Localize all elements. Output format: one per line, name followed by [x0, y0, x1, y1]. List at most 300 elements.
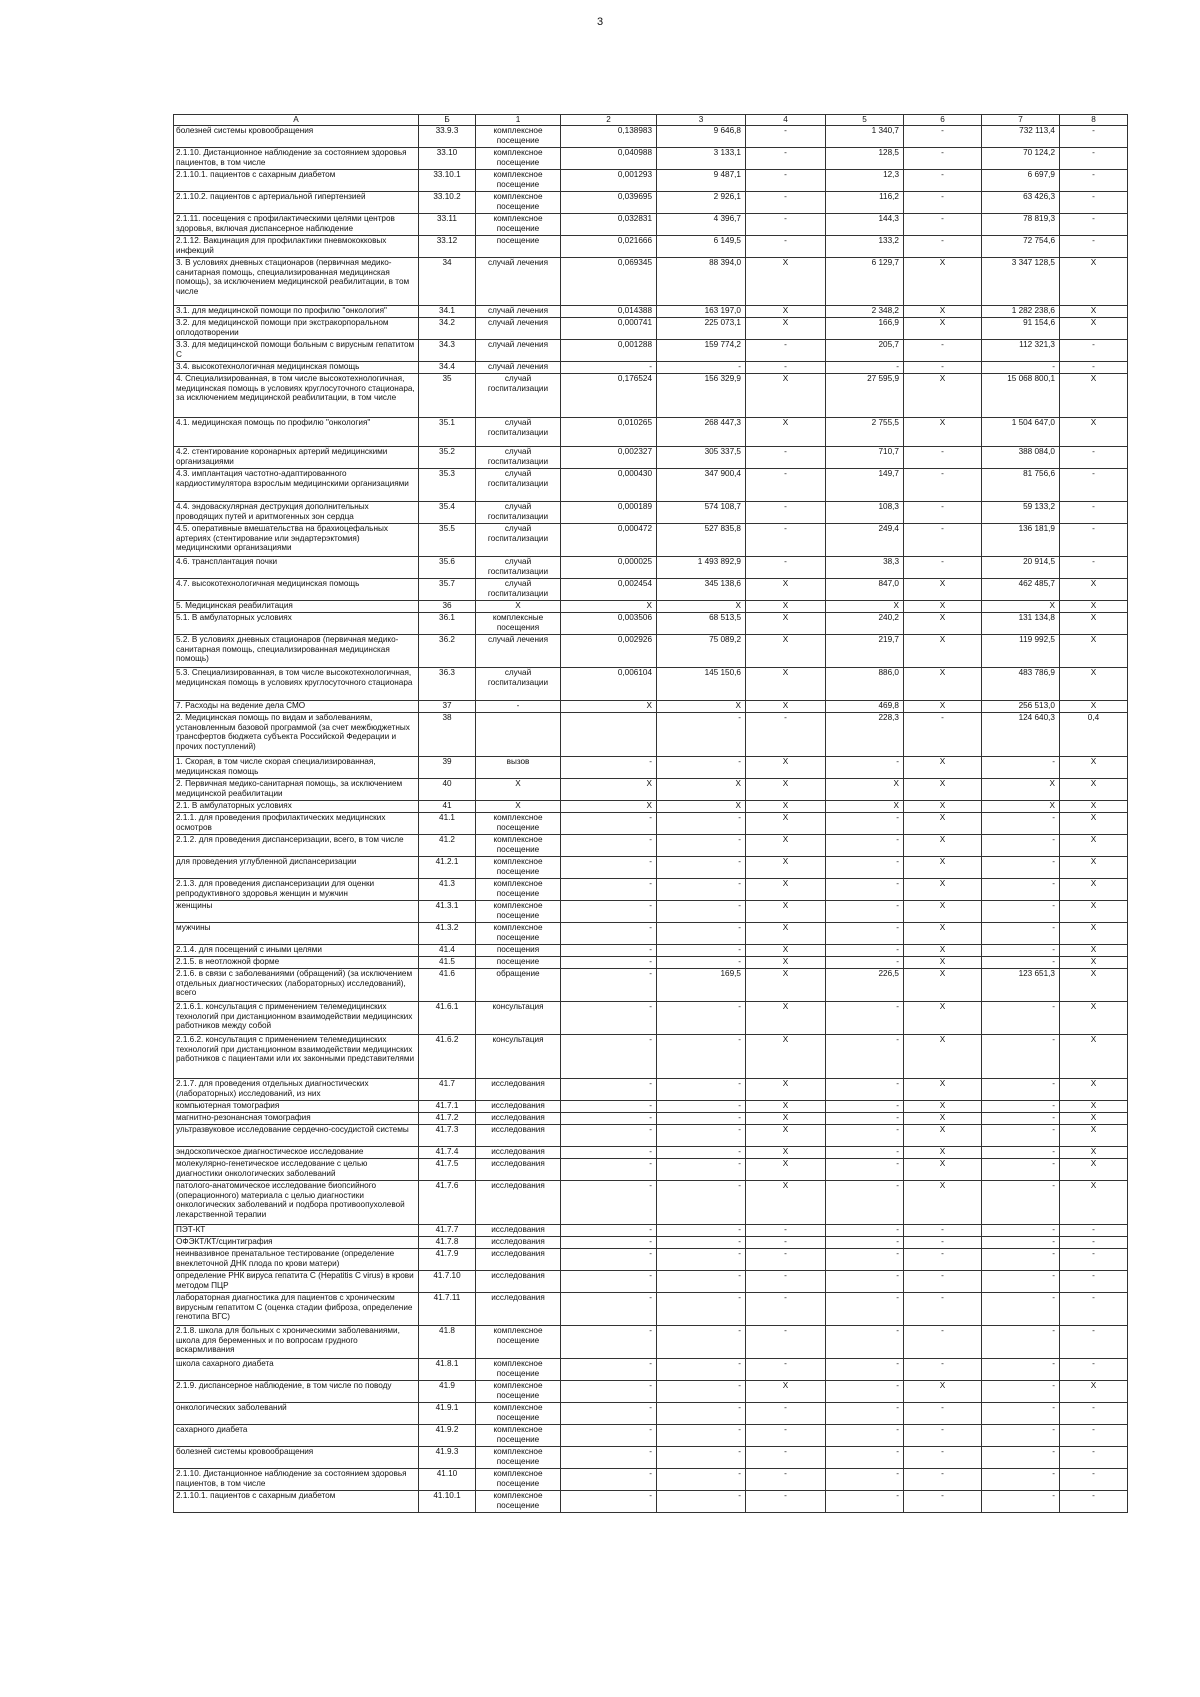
cell-cost-norm: 2 926,1 [657, 192, 746, 214]
table-row [174, 1293, 1128, 1326]
cell-unit: исследования [476, 1271, 561, 1293]
cell-total-oms: Х [982, 801, 1060, 813]
cell-unit: комплексное посещение [476, 192, 561, 214]
cell-volume-norm: - [561, 1293, 657, 1326]
cell-per-capita-oms: - [826, 1225, 904, 1237]
cell-row-label: 7. Расходы на ведение дела СМО [174, 701, 419, 713]
cell-cost-norm: - [657, 1469, 746, 1491]
cell-row-label: 2.1.1. для проведения профилактических медицинских осмотров [174, 813, 419, 835]
cell-per-capita-oms: - [826, 362, 904, 374]
cell-cost-norm: 68 513,5 [657, 613, 746, 635]
cell-row-label: 4.1. медицинская помощь по профилю "онкология" [174, 418, 419, 447]
cell-total-budget: Х [904, 1113, 982, 1125]
cell-total-oms: - [982, 813, 1060, 835]
cell-per-capita-oms: Х [826, 601, 904, 613]
table-row [174, 1225, 1128, 1237]
cell-total-oms: 81 756,6 [982, 469, 1060, 502]
cell-row-label: 2.1.6.2. консультация с применением телемедицинских технологий при дистанционном взаимодействии медицинских работников с пациентами или их законными представителями [174, 1035, 419, 1079]
cell-row-code: 33.11 [419, 214, 476, 236]
cell-per-capita-oms: 116,2 [826, 192, 904, 214]
cell-row-code: 41.1 [419, 813, 476, 835]
table-row [174, 801, 1128, 813]
cell-unit: исследования [476, 1181, 561, 1225]
cell-volume-norm: Х [561, 801, 657, 813]
cell-total-oms: 462 485,7 [982, 579, 1060, 601]
cell-per-capita-budget: Х [746, 306, 826, 318]
cell-cost-norm: - [657, 1359, 746, 1381]
cell-row-code: 41.3.1 [419, 901, 476, 923]
table-row [174, 1491, 1128, 1513]
cell-cost-norm: - [657, 1101, 746, 1113]
cell-volume-norm: 0,002926 [561, 635, 657, 668]
cell-cost-norm: - [657, 1447, 746, 1469]
cell-share-percent: Х [1060, 1381, 1128, 1403]
column-header: 3 [657, 115, 746, 126]
cell-total-budget: Х [904, 1147, 982, 1159]
cell-per-capita-budget: Х [746, 1181, 826, 1225]
cell-share-percent: - [1060, 1403, 1128, 1425]
cell-row-code: 34 [419, 258, 476, 306]
cell-share-percent: Х [1060, 901, 1128, 923]
cell-volume-norm: Х [561, 601, 657, 613]
cell-total-budget: Х [904, 579, 982, 601]
cell-total-budget: - [904, 1425, 982, 1447]
cell-per-capita-budget: Х [746, 857, 826, 879]
cell-cost-norm: - [657, 1491, 746, 1513]
table-row [174, 668, 1128, 701]
cell-volume-norm: - [561, 1002, 657, 1035]
cell-total-budget: - [904, 362, 982, 374]
cell-share-percent: Х [1060, 835, 1128, 857]
cell-per-capita-budget: Х [746, 1079, 826, 1101]
cell-row-code: 35 [419, 374, 476, 418]
cell-volume-norm: - [561, 362, 657, 374]
cell-row-label: 4.3. имплантация частотно-адаптированного кардиостимулятора взрослым медицинскими организациями [174, 469, 419, 502]
cell-share-percent: Х [1060, 1125, 1128, 1147]
table-row [174, 779, 1128, 801]
cell-total-budget: Х [904, 1002, 982, 1035]
table-row [174, 713, 1128, 757]
cell-cost-norm: - [657, 1159, 746, 1181]
cell-unit: комплексное посещение [476, 126, 561, 148]
cell-row-code: 41 [419, 801, 476, 813]
cell-per-capita-oms: - [826, 945, 904, 957]
cell-total-oms: - [982, 757, 1060, 779]
cell-total-budget: Х [904, 306, 982, 318]
table-row [174, 1249, 1128, 1271]
cell-cost-norm: 163 197,0 [657, 306, 746, 318]
column-header: Б [419, 115, 476, 126]
cell-per-capita-budget: Х [746, 923, 826, 945]
cell-total-oms: 136 181,9 [982, 524, 1060, 557]
cell-cost-norm: - [657, 835, 746, 857]
cell-cost-norm: 345 138,6 [657, 579, 746, 601]
cell-per-capita-oms: - [826, 879, 904, 901]
cell-total-oms: 1 504 647,0 [982, 418, 1060, 447]
cell-volume-norm: - [561, 857, 657, 879]
cell-total-budget: - [904, 1237, 982, 1249]
table-row [174, 813, 1128, 835]
cell-row-code: 36.3 [419, 668, 476, 701]
cell-cost-norm: - [657, 1035, 746, 1079]
cell-total-budget: Х [904, 945, 982, 957]
cell-row-label: 5. Медицинская реабилитация [174, 601, 419, 613]
cell-cost-norm: 145 150,6 [657, 668, 746, 701]
cell-row-label: 2.1.8. школа для больных с хроническими заболеваниями, школа для беременных и по вопросам грудного вскармливания [174, 1326, 419, 1359]
cell-share-percent: Х [1060, 668, 1128, 701]
cell-unit: Х [476, 801, 561, 813]
cell-share-percent: Х [1060, 801, 1128, 813]
cell-unit: консультация [476, 1035, 561, 1079]
table-row [174, 969, 1128, 1002]
cell-total-oms: - [982, 1147, 1060, 1159]
cell-volume-norm: 0,000189 [561, 502, 657, 524]
cell-volume-norm: 0,000472 [561, 524, 657, 557]
cell-row-code: 34.1 [419, 306, 476, 318]
cell-unit: комплексное посещение [476, 879, 561, 901]
cell-share-percent: - [1060, 1225, 1128, 1237]
cell-volume-norm: - [561, 1326, 657, 1359]
cell-volume-norm: - [561, 1249, 657, 1271]
cell-unit: случай лечения [476, 318, 561, 340]
cell-total-oms: 59 133,2 [982, 502, 1060, 524]
cell-row-label: молекулярно-генетическое исследование с целью диагностики онкологических заболеваний [174, 1159, 419, 1181]
cell-total-oms: - [982, 1469, 1060, 1491]
cell-total-budget: Х [904, 258, 982, 306]
cell-row-label: 2.1.5. в неотложной форме [174, 957, 419, 969]
cell-volume-norm: 0,000741 [561, 318, 657, 340]
cell-row-label: 2.1.10.1. пациентов с сахарным диабетом [174, 170, 419, 192]
cell-total-budget: - [904, 1293, 982, 1326]
cell-total-oms: 1 282 238,6 [982, 306, 1060, 318]
cell-row-code: 41.7.10 [419, 1271, 476, 1293]
cell-cost-norm: - [657, 713, 746, 757]
cell-unit: случай лечения [476, 306, 561, 318]
column-header: 6 [904, 115, 982, 126]
cell-per-capita-budget: - [746, 524, 826, 557]
cell-unit [476, 713, 561, 757]
cell-cost-norm: 6 149,5 [657, 236, 746, 258]
cell-per-capita-oms: - [826, 757, 904, 779]
cell-cost-norm: 4 396,7 [657, 214, 746, 236]
cell-volume-norm: 0,069345 [561, 258, 657, 306]
cell-row-code: 41.10.1 [419, 1491, 476, 1513]
cell-per-capita-budget: Х [746, 835, 826, 857]
cell-row-label: 5.3. Специализированная, в том числе высокотехнологичная, медицинская помощь в условиях круглосуточного стационара [174, 668, 419, 701]
cell-row-label: 2.1.10.2. пациентов с артериальной гипертензией [174, 192, 419, 214]
cell-unit: комплексное посещение [476, 835, 561, 857]
cell-total-oms: - [982, 945, 1060, 957]
cell-total-budget: Х [904, 779, 982, 801]
cell-per-capita-oms: 108,3 [826, 502, 904, 524]
cell-row-code: 35.2 [419, 447, 476, 469]
cell-row-code: 41.7.7 [419, 1225, 476, 1237]
cell-per-capita-budget: - [746, 557, 826, 579]
cell-total-budget: - [904, 1403, 982, 1425]
cell-unit: Х [476, 601, 561, 613]
cell-per-capita-budget: Х [746, 1035, 826, 1079]
cell-row-code: 41.7.5 [419, 1159, 476, 1181]
cell-total-oms: 91 154,6 [982, 318, 1060, 340]
cell-per-capita-budget: Х [746, 1002, 826, 1035]
cell-cost-norm: 574 108,7 [657, 502, 746, 524]
cell-row-code: 36.1 [419, 613, 476, 635]
table-row [174, 579, 1128, 601]
cell-share-percent: Х [1060, 945, 1128, 957]
cell-row-code: 41.9 [419, 1381, 476, 1403]
table-row [174, 901, 1128, 923]
cell-row-code: 36.2 [419, 635, 476, 668]
cell-per-capita-oms: - [826, 835, 904, 857]
cell-per-capita-budget: Х [746, 613, 826, 635]
table-row [174, 170, 1128, 192]
cell-volume-norm: - [561, 1113, 657, 1125]
cell-total-oms: - [982, 1381, 1060, 1403]
cell-row-label: компьютерная томография [174, 1101, 419, 1113]
cell-row-code: 41.7.2 [419, 1113, 476, 1125]
cell-row-code: 41.2 [419, 835, 476, 857]
cell-share-percent: Х [1060, 701, 1128, 713]
cell-row-code: 35.6 [419, 557, 476, 579]
cell-total-budget: Х [904, 923, 982, 945]
cell-row-code: 41.6 [419, 969, 476, 1002]
cell-row-code: 41.3.2 [419, 923, 476, 945]
cell-row-code: 41.7.4 [419, 1147, 476, 1159]
cell-per-capita-budget: Х [746, 945, 826, 957]
cell-per-capita-oms: - [826, 1101, 904, 1113]
cell-total-budget: - [904, 1469, 982, 1491]
cell-cost-norm: - [657, 1002, 746, 1035]
cell-total-oms: - [982, 835, 1060, 857]
cell-volume-norm: 0,040988 [561, 148, 657, 170]
cell-total-oms: - [982, 879, 1060, 901]
cell-per-capita-oms: - [826, 1147, 904, 1159]
cell-row-code: 41.3 [419, 879, 476, 901]
cell-share-percent: - [1060, 1326, 1128, 1359]
table-row [174, 1237, 1128, 1249]
cell-total-budget: Х [904, 879, 982, 901]
cell-volume-norm: - [561, 757, 657, 779]
cell-unit: комплексное посещение [476, 148, 561, 170]
cell-cost-norm: 527 835,8 [657, 524, 746, 557]
cell-unit: исследования [476, 1101, 561, 1113]
table-row [174, 1381, 1128, 1403]
cell-row-code: 38 [419, 713, 476, 757]
table-row [174, 835, 1128, 857]
cell-row-label: 2.1.2. для проведения диспансеризации, всего, в том числе [174, 835, 419, 857]
cell-per-capita-oms: 886,0 [826, 668, 904, 701]
cell-unit: случай лечения [476, 258, 561, 306]
cell-per-capita-oms: 133,2 [826, 236, 904, 258]
cell-per-capita-oms: 1 340,7 [826, 126, 904, 148]
cell-per-capita-budget: - [746, 148, 826, 170]
table-row [174, 957, 1128, 969]
table-row [174, 214, 1128, 236]
cell-volume-norm [561, 713, 657, 757]
cell-unit: случай госпитализации [476, 469, 561, 502]
cell-total-budget: Х [904, 1101, 982, 1113]
cell-row-label: лабораторная диагностика для пациентов с хроническим вирусным гепатитом С (оценка стадии фиброза, определение генотипа ВГС) [174, 1293, 419, 1326]
cell-per-capita-budget: - [746, 469, 826, 502]
cell-per-capita-budget: Х [746, 318, 826, 340]
cell-per-capita-oms: - [826, 1125, 904, 1147]
table-row [174, 126, 1128, 148]
cell-cost-norm: 1 493 892,9 [657, 557, 746, 579]
cell-per-capita-budget: Х [746, 635, 826, 668]
cell-cost-norm: - [657, 1125, 746, 1147]
cell-cost-norm: - [657, 1403, 746, 1425]
cell-total-oms: - [982, 1271, 1060, 1293]
cell-cost-norm: - [657, 1381, 746, 1403]
cell-per-capita-oms: - [826, 1113, 904, 1125]
cell-total-oms: - [982, 923, 1060, 945]
cell-cost-norm: - [657, 1225, 746, 1237]
cell-per-capita-budget: Х [746, 1147, 826, 1159]
cell-cost-norm: - [657, 901, 746, 923]
cell-per-capita-budget: Х [746, 579, 826, 601]
cell-share-percent: Х [1060, 813, 1128, 835]
cell-per-capita-budget: - [746, 502, 826, 524]
cell-total-budget: Х [904, 835, 982, 857]
cell-total-budget: Х [904, 374, 982, 418]
cell-row-label: эндоскопическое диагностическое исследование [174, 1147, 419, 1159]
cell-per-capita-budget: Х [746, 258, 826, 306]
cell-row-label: ультразвуковое исследование сердечно-сосудистой системы [174, 1125, 419, 1147]
cell-row-label: женщины [174, 901, 419, 923]
cell-share-percent: Х [1060, 1002, 1128, 1035]
cell-total-oms: - [982, 1035, 1060, 1079]
cell-cost-norm: - [657, 1425, 746, 1447]
cell-unit: комплексные посещения [476, 613, 561, 635]
cell-row-label: 2.1.11. посещения с профилактическими целями центров здоровья, включая диспансерное наблюдение [174, 214, 419, 236]
cell-per-capita-budget: Х [746, 601, 826, 613]
cell-cost-norm: - [657, 957, 746, 969]
cell-row-label: для проведения углубленной диспансеризации [174, 857, 419, 879]
cell-row-label: школа сахарного диабета [174, 1359, 419, 1381]
cell-row-code: 41.4 [419, 945, 476, 957]
cell-per-capita-oms: 38,3 [826, 557, 904, 579]
cell-per-capita-budget: Х [746, 701, 826, 713]
cell-per-capita-budget: - [746, 1326, 826, 1359]
cell-total-budget: - [904, 192, 982, 214]
cell-cost-norm: - [657, 1113, 746, 1125]
cell-unit: комплексное посещение [476, 857, 561, 879]
cell-per-capita-budget: - [746, 1271, 826, 1293]
cell-unit: вызов [476, 757, 561, 779]
cell-row-code: 41.10 [419, 1469, 476, 1491]
cell-cost-norm: - [657, 362, 746, 374]
column-header: 1 [476, 115, 561, 126]
cell-row-label: мужчины [174, 923, 419, 945]
cell-per-capita-oms: - [826, 957, 904, 969]
cell-per-capita-oms: - [826, 1491, 904, 1513]
cell-total-oms: - [982, 1403, 1060, 1425]
cell-volume-norm: - [561, 1225, 657, 1237]
cell-unit: комплексное посещение [476, 1491, 561, 1513]
cell-total-oms: Х [982, 779, 1060, 801]
cell-row-label: 2.1.7. для проведения отдельных диагностических (лабораторных) исследований, из них [174, 1079, 419, 1101]
cell-per-capita-oms: 469,8 [826, 701, 904, 713]
cell-cost-norm: - [657, 1079, 746, 1101]
cell-volume-norm: - [561, 1381, 657, 1403]
cell-row-code: 34.3 [419, 340, 476, 362]
cell-unit: случай госпитализации [476, 579, 561, 601]
cell-per-capita-budget: Х [746, 668, 826, 701]
cell-per-capita-oms: - [826, 1002, 904, 1035]
cell-total-oms: - [982, 1237, 1060, 1249]
table-row [174, 857, 1128, 879]
cell-total-oms: 119 992,5 [982, 635, 1060, 668]
cell-row-label: 4.2. стентирование коронарных артерий медицинскими организациями [174, 447, 419, 469]
cell-cost-norm: 156 329,9 [657, 374, 746, 418]
cell-per-capita-budget: - [746, 1491, 826, 1513]
cell-total-budget: Х [904, 813, 982, 835]
cell-share-percent: - [1060, 148, 1128, 170]
cell-cost-norm: - [657, 1249, 746, 1271]
cell-per-capita-budget: - [746, 192, 826, 214]
cell-per-capita-budget: Х [746, 1159, 826, 1181]
cell-per-capita-budget: - [746, 214, 826, 236]
cell-share-percent: - [1060, 214, 1128, 236]
cell-total-oms: 732 113,4 [982, 126, 1060, 148]
cell-volume-norm: 0,001288 [561, 340, 657, 362]
cell-row-code: 33.12 [419, 236, 476, 258]
cell-per-capita-budget: Х [746, 374, 826, 418]
cell-total-oms: - [982, 1359, 1060, 1381]
cell-share-percent: - [1060, 1469, 1128, 1491]
cell-total-oms: - [982, 1491, 1060, 1513]
cell-share-percent: Х [1060, 969, 1128, 1002]
cell-row-code: 41.7.3 [419, 1125, 476, 1147]
cell-share-percent: Х [1060, 879, 1128, 901]
cell-unit: посещение [476, 957, 561, 969]
cell-unit: комплексное посещение [476, 1381, 561, 1403]
cell-unit: консультация [476, 1002, 561, 1035]
cell-cost-norm: Х [657, 779, 746, 801]
cell-volume-norm: 0,039695 [561, 192, 657, 214]
cell-total-budget: Х [904, 957, 982, 969]
cell-total-oms: - [982, 1249, 1060, 1271]
cell-per-capita-budget: Х [746, 969, 826, 1002]
cell-volume-norm: - [561, 1425, 657, 1447]
cell-row-label: патолого-анатомическое исследование биопсийного (операционного) материала с целью диагностики онкологических заболеваний и подбора противоопухолевой лекарственной терапии [174, 1181, 419, 1225]
cell-share-percent: Х [1060, 923, 1128, 945]
cell-per-capita-oms: - [826, 1271, 904, 1293]
cell-total-budget: Х [904, 1381, 982, 1403]
cell-cost-norm: - [657, 1293, 746, 1326]
cell-row-label: 4.7. высокотехнологичная медицинская помощь [174, 579, 419, 601]
cell-per-capita-oms: - [826, 1447, 904, 1469]
cell-total-budget: Х [904, 969, 982, 1002]
table-row [174, 258, 1128, 306]
cell-share-percent: - [1060, 502, 1128, 524]
cell-share-percent: - [1060, 1237, 1128, 1249]
table-row [174, 374, 1128, 418]
table-row [174, 1079, 1128, 1101]
cell-total-budget: - [904, 170, 982, 192]
cell-total-oms: - [982, 1447, 1060, 1469]
cell-share-percent: - [1060, 362, 1128, 374]
cell-row-label: 5.1. В амбулаторных условиях [174, 613, 419, 635]
cell-cost-norm: 3 133,1 [657, 148, 746, 170]
cell-total-oms: - [982, 1002, 1060, 1035]
cell-row-code: 41.9.2 [419, 1425, 476, 1447]
cell-volume-norm: - [561, 923, 657, 945]
cell-total-budget: Х [904, 601, 982, 613]
cell-row-code: 41.7.8 [419, 1237, 476, 1249]
cell-row-label: 1. Скорая, в том числе скорая специализированная, медицинская помощь [174, 757, 419, 779]
cell-per-capita-budget: - [746, 1359, 826, 1381]
